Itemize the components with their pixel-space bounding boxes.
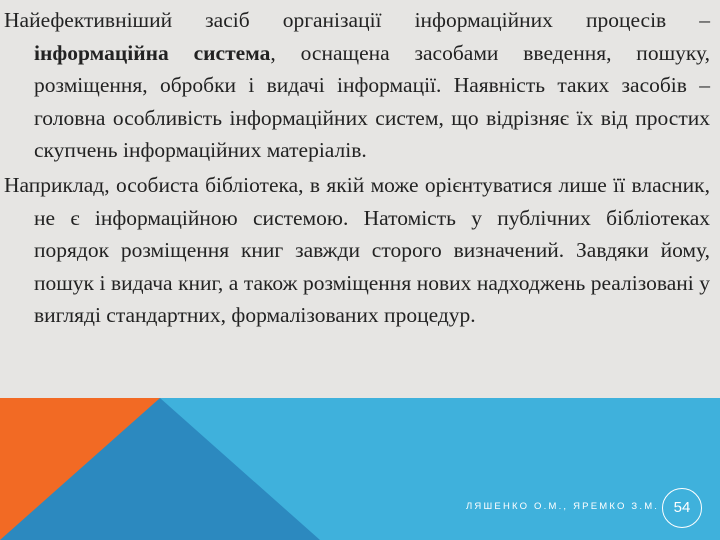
author-label: ЛЯШЕНКО О.М., ЯРЕМКО З.М. <box>466 501 660 512</box>
paragraph-1-text-start: Найефективніший засіб організації інформаційних процесів – <box>4 8 710 32</box>
paragraph-2-text: Наприклад, особиста бібліотека, в якій може орієнтуватися лише її власник, не є інформаційною системою. Натомість у публічних бібліотеках порядок розміщення книг завжди сторого визначений. Завдяки йому, пошук і видача книг, а також розміщення нових надходжень реалізовані у вигляді стандартних, формалізованих процедур. <box>4 172 710 328</box>
slide-body <box>4 4 710 334</box>
paragraph-1 <box>4 4 710 167</box>
footer-band <box>0 398 720 540</box>
paragraph-2 <box>4 169 710 332</box>
page-number-badge: 54 <box>662 488 702 528</box>
paragraph-1-text-end: , оснащена засобами введення, пошуку, розміщення, обробки і видачі інформації. Наявність таких засобів – головна особливість інформаційних систем, що відрізняє їх від простих скупчень інформаційних матеріалів. <box>34 40 710 163</box>
paragraph-1-bold-term: інформаційна система <box>34 40 271 65</box>
